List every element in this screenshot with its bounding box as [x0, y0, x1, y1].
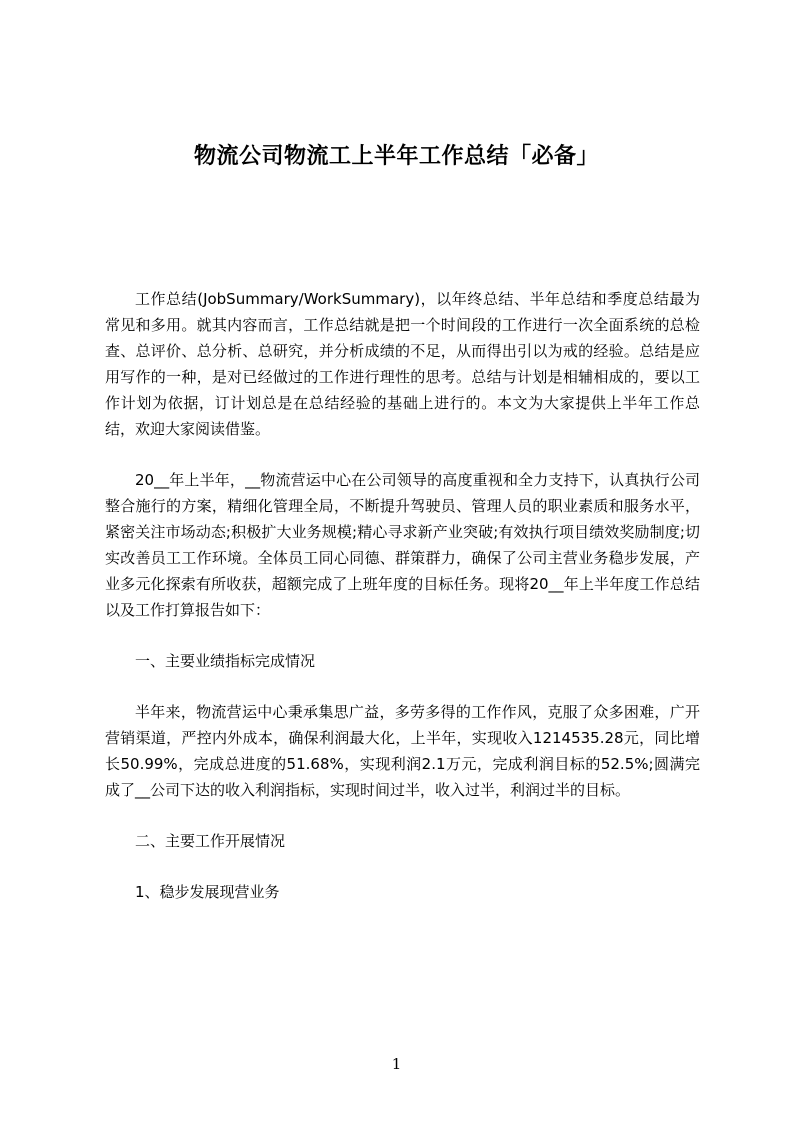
document-body: [105, 286, 700, 930]
subsection-heading-business: 1、稳步发展现营业务: [135, 883, 280, 901]
page-number: 1: [391, 1055, 402, 1073]
section-heading-performance: 一、主要业绩指标完成情况: [135, 652, 316, 670]
section-heading-work: 二、主要工作开展情况: [135, 832, 286, 850]
performance-paragraph: 半年来，物流营运中心秉承集思广益，多劳多得的工作作风，克服了众多困难，广开营销渠道，严控内外成本，确保利润最大化，上半年，实现收入1214535.28元，同比增长50.99%，完成总进度的51.68%，实现利润2.1万元，完成利润目标的52.5%;圆满完成了__公司下达的收入利润指标，实现时间过半，收入过半，利润过半的目标。: [105, 703, 700, 799]
intro-paragraph: 工作总结(JobSummary/WorkSummary)，以年终总结、半年总结和季度总结最为常见和多用。就其内容而言，工作总结就是把一个时间段的工作进行一次全面系统的总检查、总评价、总分析、总研究，并分析成绩的不足，从而得出引以为戒的经验。总结是应用写作的一种，是对已经做过的工作进行理性的思考。总结与计划是相辅相成的，要以工作计划为依据，订计划总是在总结经验的基础上进行的。本文为大家提供上半年工作总结，欢迎大家阅读借鉴。: [105, 290, 700, 438]
document-title: 物流公司物流工上半年工作总结「必备」: [193, 144, 599, 169]
overview-paragraph: 20__年上半年，__物流营运中心在公司领导的高度重视和全力支持下，认真执行公司整合施行的方案，精细化管理全局，不断提升驾驶员、管理人员的职业素质和服务水平，紧密关注市场动态;积极扩大业务规模;精心寻求新产业突破;有效执行项目绩效奖励制度;切实改善员工工作环境。全体员工同心同德、群策群力，确保了公司主营业务稳步发展，产业多元化探索有所收获，超额完成了上班年度的目标任务。现将20__年上半年度工作总结以及工作打算报告如下：: [105, 471, 700, 619]
